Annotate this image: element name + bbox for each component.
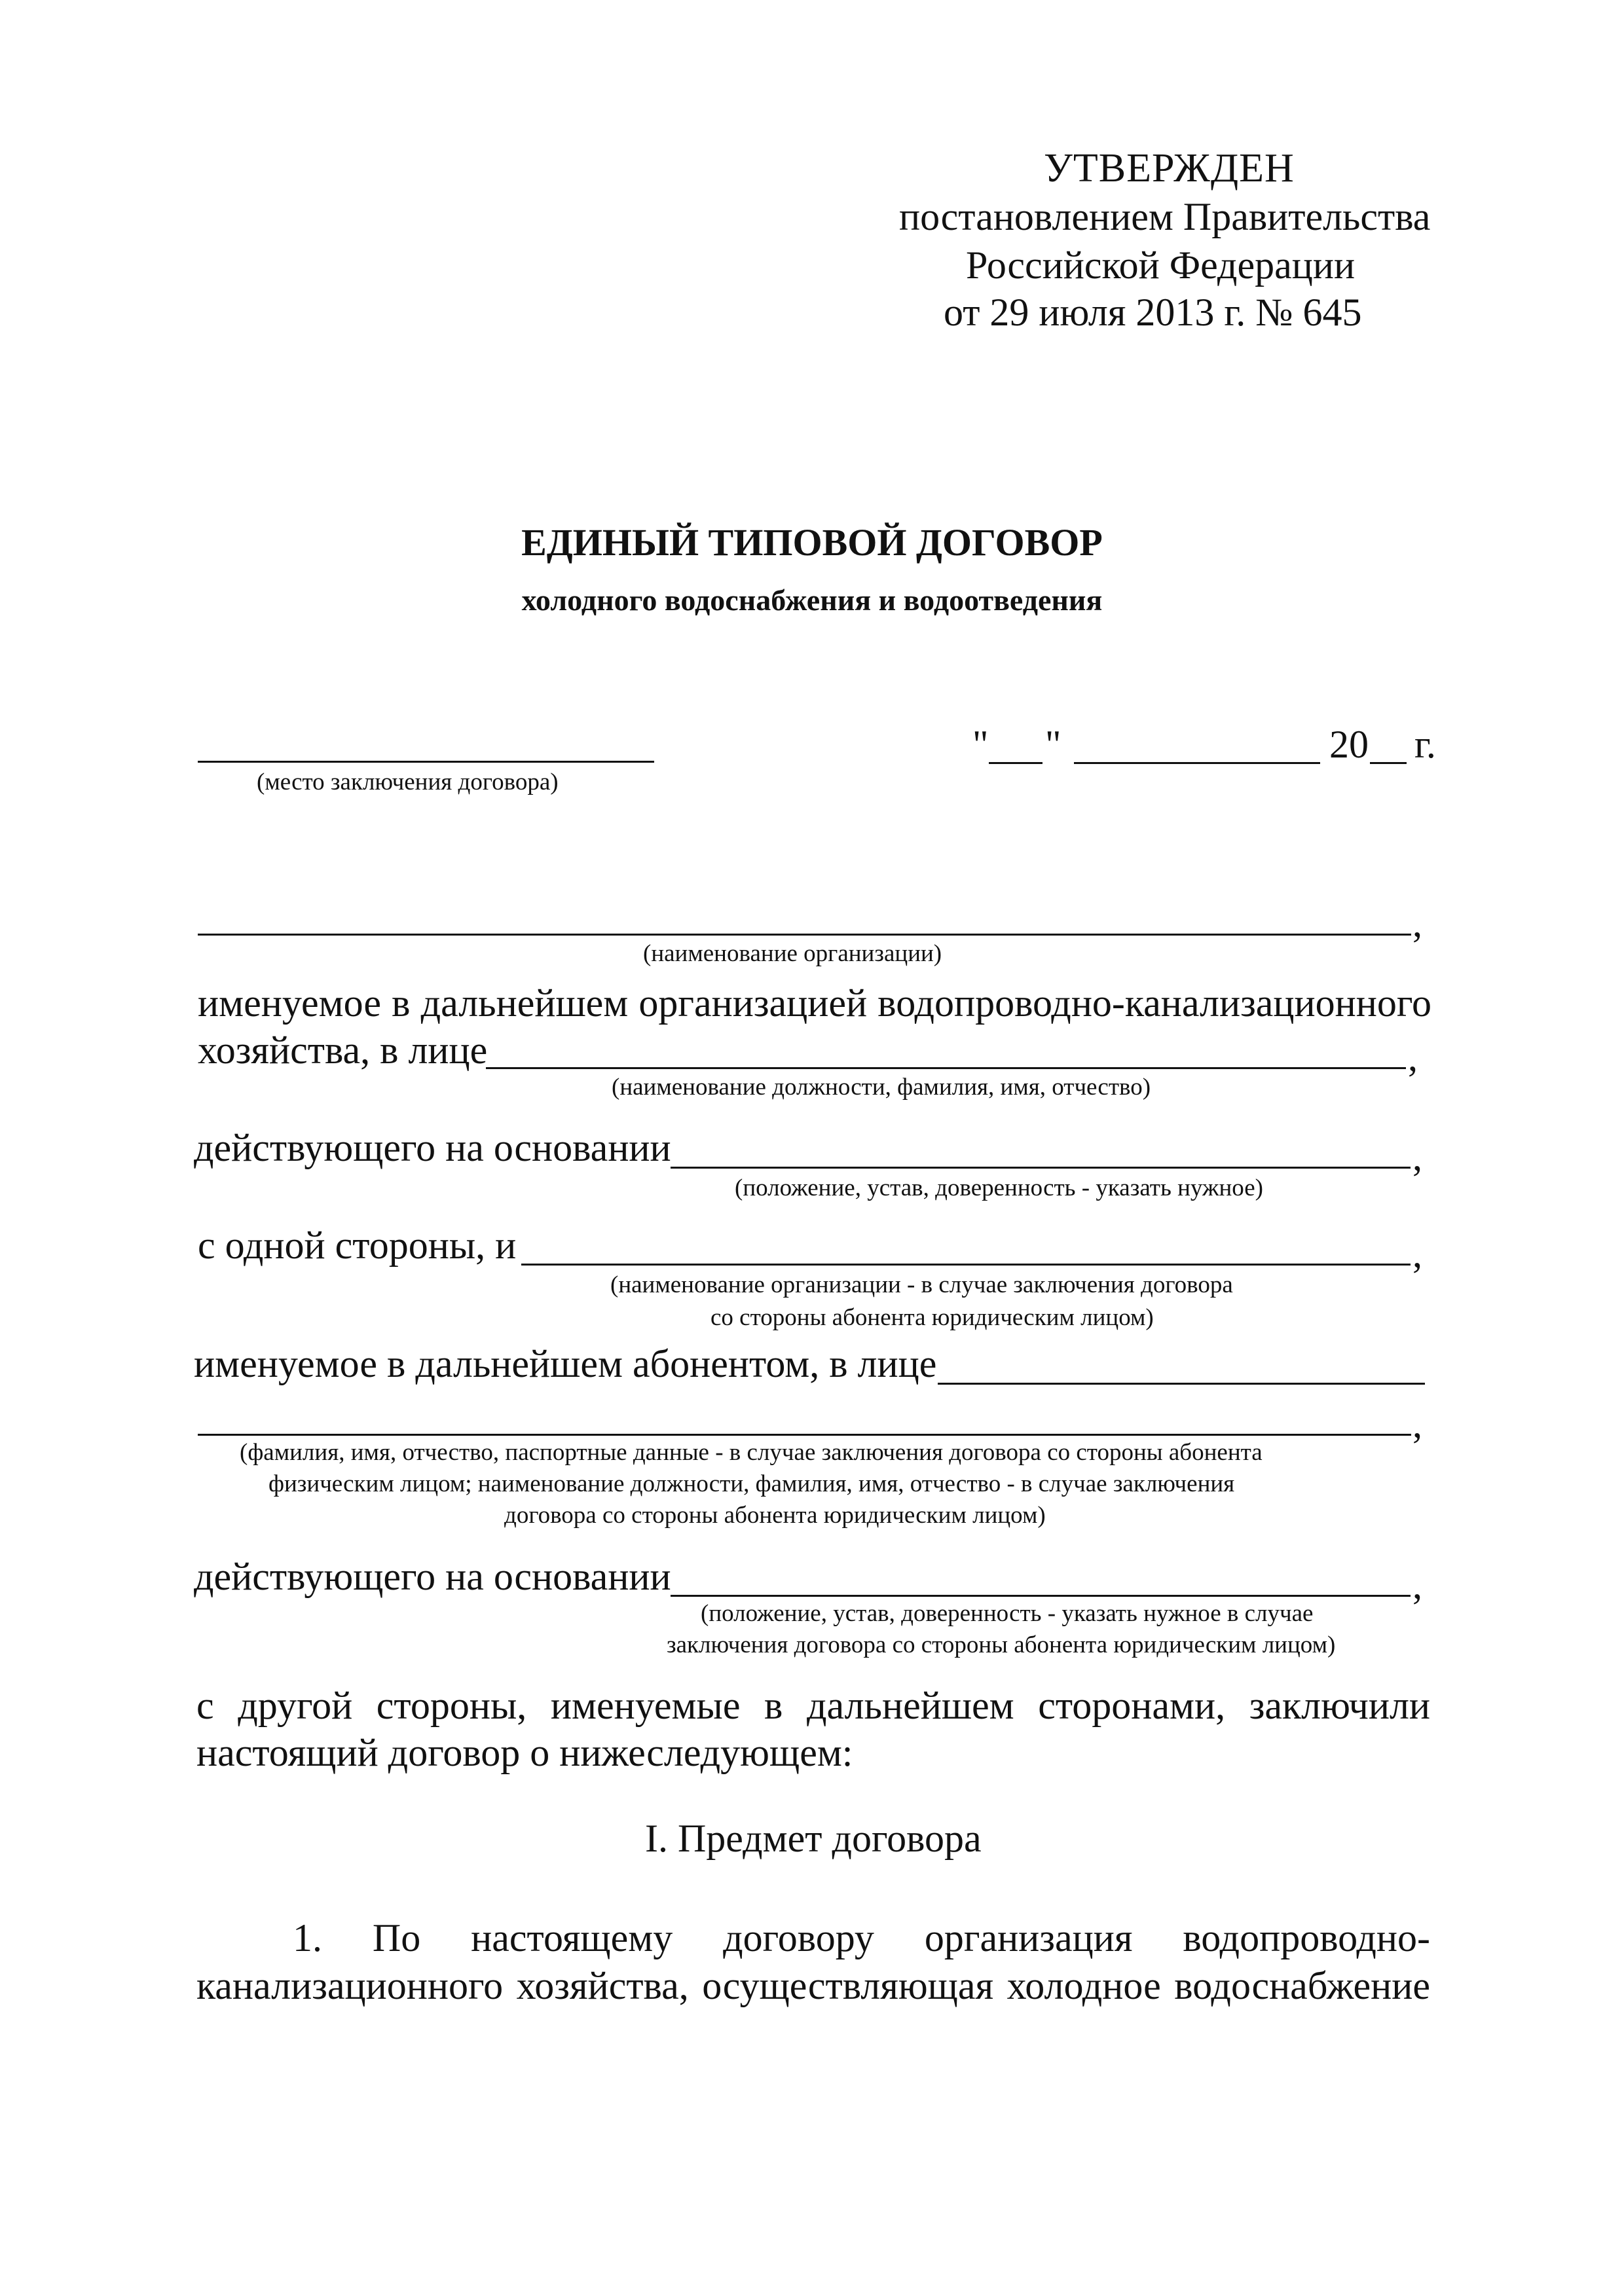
subscriber-org-caption-2: со стороны абонента юридическим лицом) xyxy=(710,1304,1154,1331)
named-org-text: именуемое в дальнейшем организацией водопроводно-канализационного xyxy=(198,981,1431,1025)
basis-blank[interactable] xyxy=(671,1167,1411,1169)
subscriber-person-caption-3: договора со стороны абонента юридическим лицом) xyxy=(504,1502,1046,1529)
other-side-line-1: с другой стороны, именуемые в дальнейшем сторонами, заключили xyxy=(196,1684,1430,1727)
place-caption: (место заключения договора) xyxy=(257,769,559,795)
subscriber-person-comma: , xyxy=(1412,1402,1422,1446)
approval-line-3: от 29 июля 2013 г. № 645 xyxy=(944,291,1362,334)
subscriber-org-caption-1: (наименование организации - в случае заключения договора xyxy=(610,1271,1233,1298)
section-1-heading: I. Предмет договора xyxy=(645,1817,982,1860)
representative-caption: (наименование должности, фамилия, имя, отчество) xyxy=(612,1074,1151,1101)
basis-caption-2-line-2: заключения договора со стороны абонента юридическим лицом) xyxy=(667,1631,1336,1658)
document-title: ЕДИНЫЙ ТИПОВОЙ ДОГОВОР xyxy=(521,521,1103,564)
one-side-text: с одной стороны, и xyxy=(198,1224,517,1267)
basis-comma-2: , xyxy=(1412,1563,1422,1607)
org-name-comma: , xyxy=(1412,902,1422,945)
date-year-blank[interactable] xyxy=(1370,762,1407,764)
in-person-text: хозяйства, в лице xyxy=(198,1029,488,1072)
date-month-blank[interactable] xyxy=(1074,762,1320,764)
date-year-prefix: 20 xyxy=(1329,723,1369,766)
acting-basis-text: действующего на основании xyxy=(194,1126,671,1169)
org-name-caption: (наименование организации) xyxy=(643,940,942,967)
representative-comma: , xyxy=(1408,1036,1418,1079)
document-subtitle: холодного водоснабжения и водоотведения xyxy=(521,583,1103,617)
subscriber-person-caption-2: физическим лицом; наименование должности, фамилия, имя, отчество - в случае заключения xyxy=(268,1470,1235,1497)
subscriber-person-blank-2[interactable] xyxy=(198,1434,1411,1436)
section-1-p1-line-2: канализационного хозяйства, осуществляющая холодное водоснабжение xyxy=(196,1964,1430,2007)
section-1-p1-line-1: 1. По настоящему договору организация водопроводно- xyxy=(293,1916,1430,1959)
date-day-blank[interactable] xyxy=(989,762,1043,764)
basis-caption-2-line-1: (положение, устав, доверенность - указать нужное в случае xyxy=(701,1600,1314,1627)
place-blank[interactable] xyxy=(198,761,654,763)
basis-caption: (положение, устав, доверенность - указать нужное) xyxy=(735,1175,1263,1201)
subscriber-org-blank[interactable] xyxy=(521,1264,1411,1266)
approval-line-1: постановлением Правительства xyxy=(899,195,1431,238)
subscriber-person-caption-1: (фамилия, имя, отчество, паспортные данные - в случае заключения договора со стороны абонента xyxy=(240,1439,1263,1466)
acting-basis-text-2: действующего на основании xyxy=(194,1555,671,1598)
org-name-blank[interactable] xyxy=(198,934,1411,936)
date-year-suffix: г. xyxy=(1414,723,1436,766)
subscriber-org-comma: , xyxy=(1412,1232,1422,1275)
approval-line-2: Российской Федерации xyxy=(966,244,1356,287)
basis-comma: , xyxy=(1412,1135,1422,1178)
date-quote-close: " xyxy=(1045,723,1061,766)
other-side-line-2: настоящий договор о нижеследующем: xyxy=(196,1731,853,1774)
date-quote-open: " xyxy=(972,723,989,766)
representative-blank[interactable] xyxy=(486,1067,1406,1069)
named-subscriber-text: именуемое в дальнейшем абонентом, в лице xyxy=(194,1342,937,1385)
basis-blank-2[interactable] xyxy=(671,1595,1411,1597)
subscriber-person-blank-1[interactable] xyxy=(938,1383,1425,1385)
approval-title: УТВЕРЖДЕН xyxy=(1044,146,1295,191)
